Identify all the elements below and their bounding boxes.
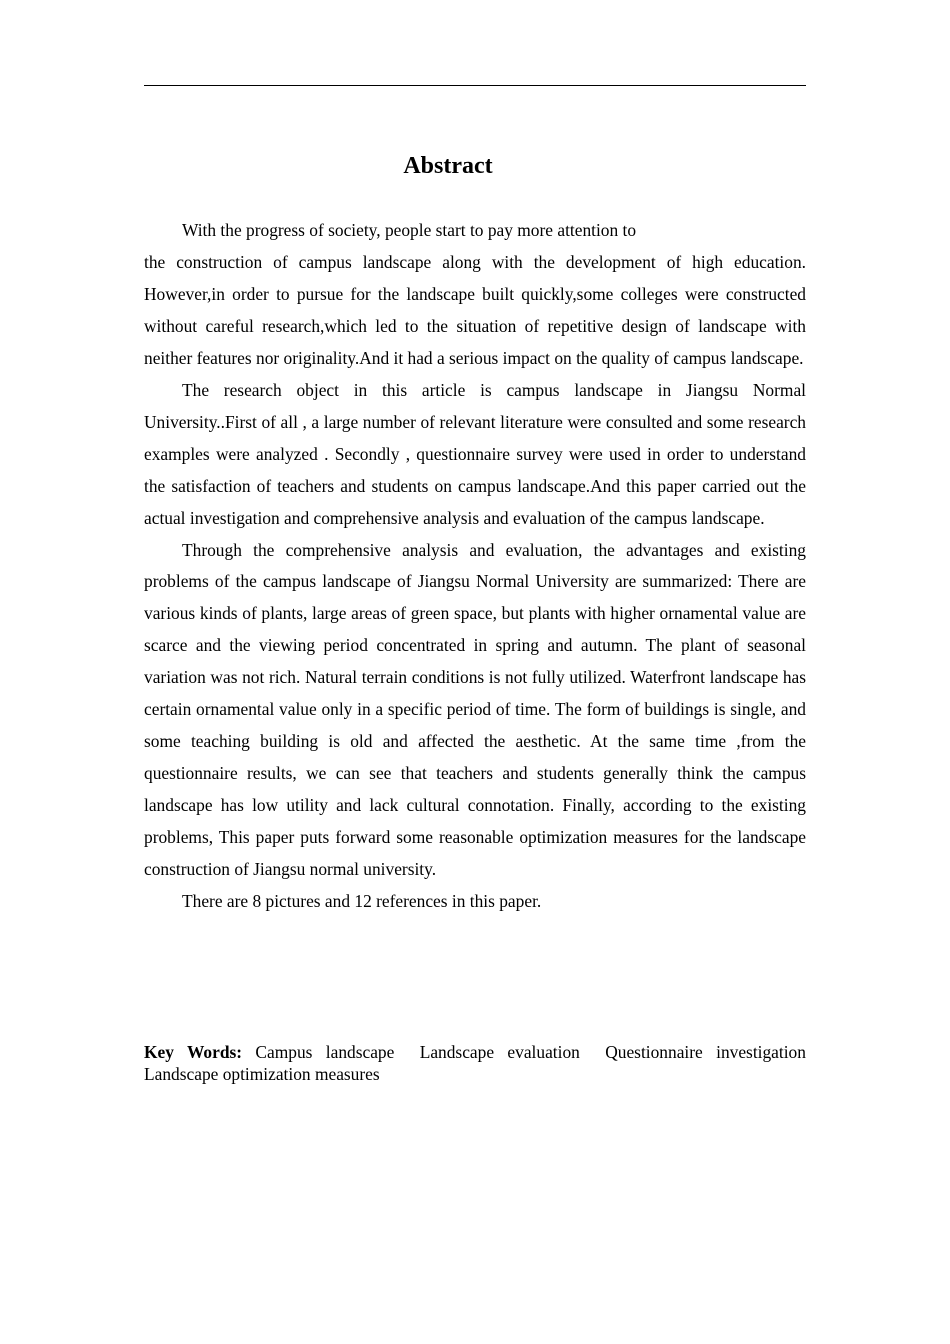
paragraph-2-rest: University..First of all , a large number of relevant literature were consulted and some research examples were analyzed . Secondly , questionnaire survey were used in order to understand the satisfaction of teachers and students on campus landscape.And this paper carried out the actual investigation and comprehensive analysis and evaluation of the campus landscape. (144, 411, 806, 528)
keyword-item: Landscape evaluation (419, 1042, 580, 1062)
header-rule (144, 85, 806, 86)
paragraph-2 (144, 375, 806, 535)
abstract-title: Abstract (403, 153, 493, 179)
paragraph-1 (144, 215, 806, 375)
keyword-item: Questionnaire investigation (605, 1042, 806, 1062)
abstract-body (144, 215, 806, 918)
keywords-label: Key Words: (144, 1042, 243, 1062)
keywords (144, 1041, 806, 1085)
paragraph-1-first-line: With the progress of society, people start to pay more attention to (182, 220, 637, 240)
paragraph-2-first-line (144, 375, 806, 407)
paragraph-2-first-line-a: The research object in this article is campus landscape in Jiangsu (182, 379, 739, 400)
paragraph-4: There are 8 pictures and 12 references in this paper. (182, 891, 542, 912)
keyword-item: Landscape optimization measures (144, 1064, 380, 1084)
paragraph-2-first-line-b: Normal (752, 379, 806, 400)
keyword-item: Campus landscape (255, 1042, 395, 1062)
paragraph-3: Through the comprehensive analysis and evaluation, the advantages and existing problems of the campus landscape of Jiangsu Normal University are summarized: There are various kinds of plants, large areas of green space, but plants with higher ornamental value are scarce and the viewing period concentrated in spring and autumn. The plant of seasonal variation was not rich. Natural terrain conditions is not fully utilized. Waterfront landscape has certain ornamental value only in a specific period of time. The form of buildings is single, and some teaching building is old and affected the aesthetic. At the same time ,from the questionnaire results, we can see that teachers and students generally think the campus landscape has low utility and lack cultural connotation. Finally, according to the existing problems, This paper puts forward some reasonable optimization measures for the landscape construction of Jiangsu normal university. (144, 539, 806, 880)
paragraph-1-rest: the construction of campus landscape along with the development of high education. However,in order to pursue for the landscape built quickly,some colleges were constructed without careful research,which led to the situation of repetitive design of landscape with neither features nor originality.And it had a serious impact on the quality of campus landscape. (144, 251, 806, 368)
